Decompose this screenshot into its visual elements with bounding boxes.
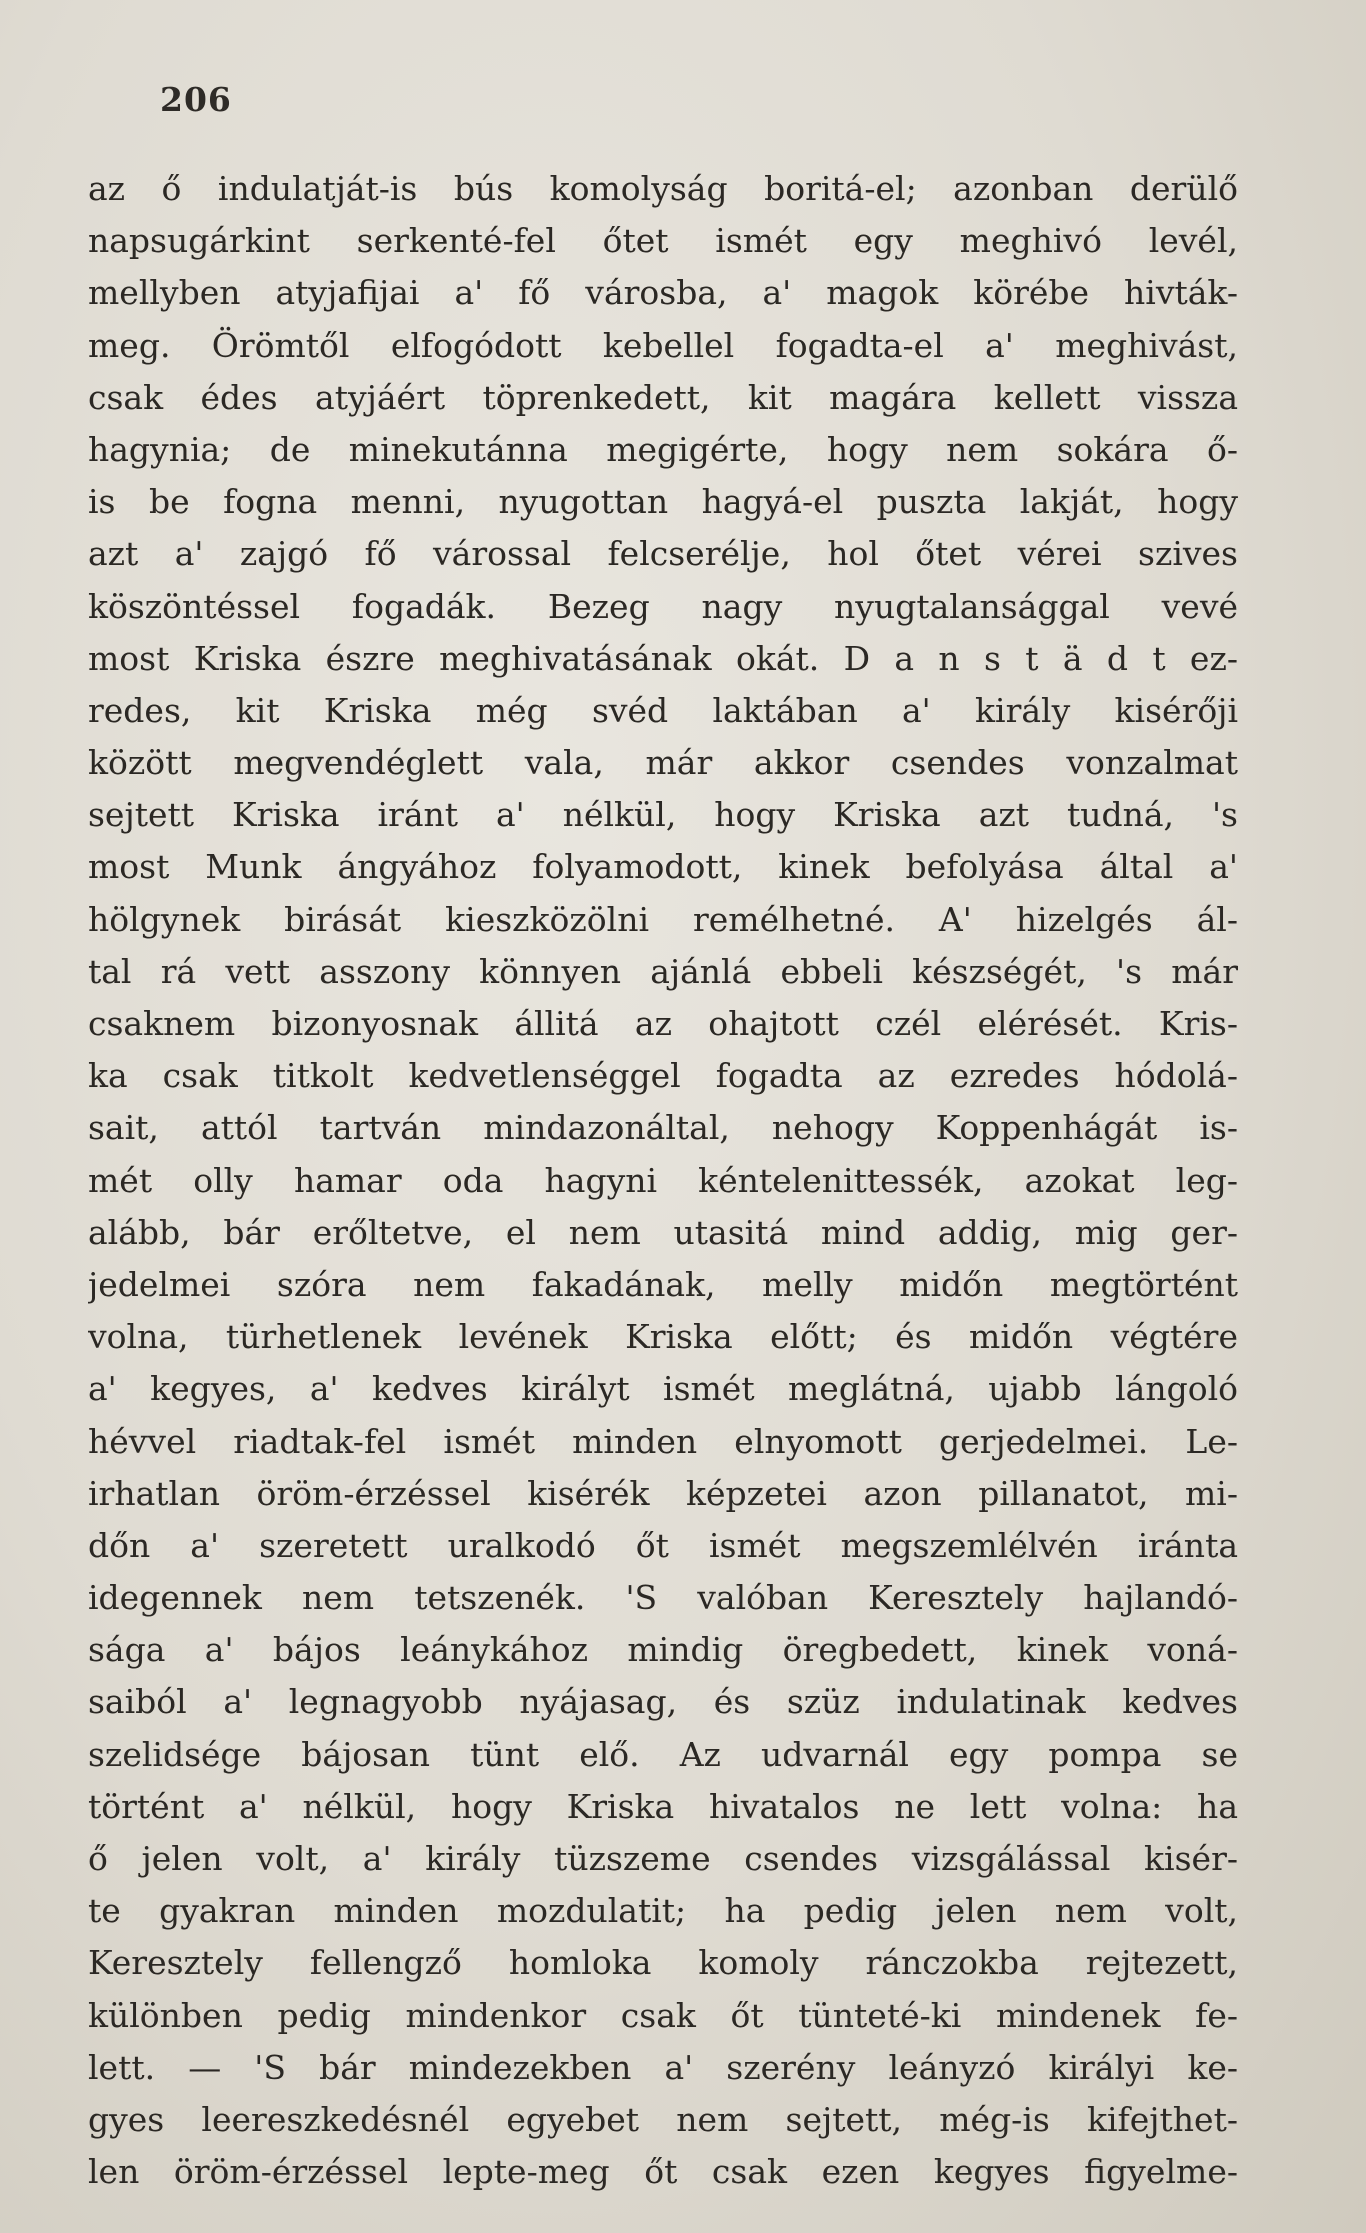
text-line: köszöntéssel fogadák. Bezeg nagy nyugtalansággal vevé xyxy=(88,586,1238,626)
text-line: a' kegyes, a' kedves királyt ismét meglátná, ujabb lángoló xyxy=(88,1369,1238,1409)
text-line: te gyakran minden mozdulatit; ha pedig jelen nem volt, xyxy=(88,1891,1238,1931)
text-line: sait, attól tartván mindazonáltal, nehogy Koppenhágát is- xyxy=(88,1108,1238,1148)
text-line: az ő indulatját-is bús komolyság boritá-el; azonban derülő xyxy=(88,169,1238,208)
page-number: 206 xyxy=(160,80,232,119)
text-line: saiból a' legnagyobb nyájasag, és szüz indulatinak kedves xyxy=(88,1682,1238,1722)
text-line: jedelmei szóra nem fakadának, melly midőn megtörtént xyxy=(88,1264,1238,1304)
text-line: idegennek nem tetszenék. 'S valóban Keresztely hajlandó- xyxy=(88,1578,1238,1618)
text-line: redes, kit Kriska még svéd laktában a' király kisérőji xyxy=(88,690,1238,730)
text-line: volna, türhetlenek levének Kriska előtt; és midőn végtére xyxy=(88,1317,1238,1357)
text-line: ő jelen volt, a' király tüzszeme csendes vizsgálással kisér- xyxy=(88,1839,1238,1878)
text-line: len öröm-érzéssel lepte-meg őt csak ezen kegyes figyelme- xyxy=(88,2152,1238,2192)
text-line: meg. Örömtől elfogódott kebellel fogadta-el a' meghivást, xyxy=(88,325,1238,365)
text-line: mét olly hamar oda hagyni kéntelenittessék, azokat leg- xyxy=(88,1160,1238,1200)
text-line: mellyben atyjafijai a' fő városba, a' magok körébe hivták- xyxy=(88,273,1238,313)
text-line: között megvendéglett vala, már akkor csendes vonzalmat xyxy=(88,743,1238,783)
text-line: hagynia; de minekutánna megigérte, hogy nem sokára ő- xyxy=(88,429,1238,469)
text-line: napsugárkint serkenté-fel őtet ismét egy meghivó levél, xyxy=(88,221,1238,261)
text-line: ka csak titkolt kedvetlenséggel fogadta az ezredes hódolá- xyxy=(88,1056,1238,1096)
text-line: szelidsége bájosan tünt elő. Az udvarnál egy pompa se xyxy=(88,1734,1238,1774)
text-line: hévvel riadtak-fel ismét minden elnyomott gerjedelmei. Le- xyxy=(88,1421,1238,1461)
text-line: dőn a' szeretett uralkodó őt ismét megszemlélvén iránta xyxy=(88,1525,1238,1565)
text-line: lett. — 'S bár mindezekben a' szerény leányzó királyi ke- xyxy=(88,2047,1238,2087)
text-line: különben pedig mindenkor csak őt tünteté-ki mindenek fe- xyxy=(88,1995,1238,2035)
text-line: hölgynek birását kieszközölni remélhetné. A' hizelgés ál- xyxy=(88,899,1238,939)
text-line: is be fogna menni, nyugottan hagyá-el puszta lakját, hogy xyxy=(88,482,1238,522)
text-line: most Munk ángyához folyamodott, kinek befolyása által a' xyxy=(88,847,1238,887)
text-line: sejtett Kriska iránt a' nélkül, hogy Kriska azt tudná, 's xyxy=(88,795,1238,835)
text-line: történt a' nélkül, hogy Kriska hivatalos ne lett volna: ha xyxy=(88,1786,1238,1826)
text-line: alább, bár erőltetve, el nem utasitá mind addig, mig ger- xyxy=(88,1212,1238,1252)
text-line: tal rá vett asszony könnyen ajánlá ebbeli készségét, 's már xyxy=(88,951,1238,991)
text-line: Keresztely fellengző homloka komoly ránczokba rejtezett, xyxy=(88,1943,1238,1983)
text-line: irhatlan öröm-érzéssel kisérék képzetei azon pillanatot, mi- xyxy=(88,1473,1238,1513)
text-line: sága a' bájos leánykához mindig öregbedett, kinek voná- xyxy=(88,1630,1238,1670)
text-line: most Kriska észre meghivatásának okát. D a n s t ä d t ez- xyxy=(88,638,1238,678)
text-line: csak édes atyjáért töprenkedett, kit magára kellett vissza xyxy=(88,377,1238,417)
text-line: csaknem bizonyosnak állitá az ohajtott czél elérését. Kris- xyxy=(88,1004,1238,1043)
body-text xyxy=(88,163,1238,2198)
text-line: gyes leereszkedésnél egyebet nem sejtett, még-is kifejthet- xyxy=(88,2099,1238,2139)
text-line: azt a' zajgó fő várossal felcserélje, hol őtet vérei szives xyxy=(88,534,1238,574)
